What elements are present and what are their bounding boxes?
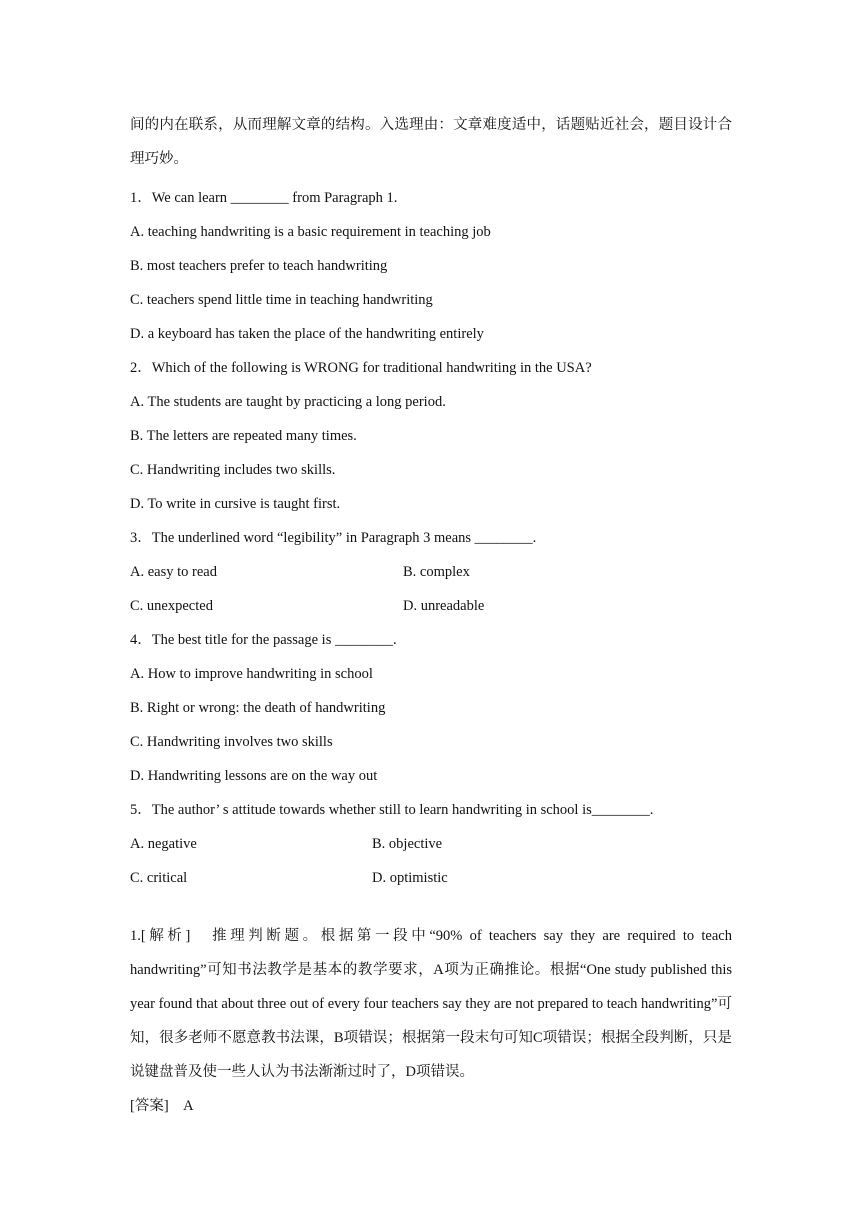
option-row [130,827,732,861]
question-4 [130,623,732,793]
option-b: B. objective [372,836,443,852]
answer-line: [答案] A [130,1098,194,1114]
question-stem: 1．We can learn ________ from Paragraph 1. [130,190,398,206]
option-d: D. unreadable [403,598,485,614]
question-stem: 2．Which of the following is WRONG for traditional handwriting in the USA? [130,360,592,376]
option-a: A. negative [130,836,197,852]
option-d: D. optimistic [372,870,448,886]
option-a: A. easy to read [130,564,217,580]
question-stem: 5．The author’ s attitude towards whether still to learn handwriting in school is________. [130,802,654,818]
option-a: A. How to improve handwriting in school [130,666,373,682]
question-5 [130,793,732,895]
option-d: D. To write in cursive is taught first. [130,496,341,512]
option-row [130,861,732,895]
option-row [130,589,732,623]
question-2 [130,351,732,521]
question-stem: 4．The best title for the passage is ________. [130,632,397,648]
option-a: A. The students are taught by practicing a long period. [130,394,446,410]
option-c: C. unexpected [130,598,213,614]
document-page [130,108,732,1123]
option-c: C. critical [130,870,188,886]
option-c: C. Handwriting involves two skills [130,734,333,750]
option-c: C. teachers spend little time in teaching handwriting [130,292,433,308]
option-b: B. The letters are repeated many times. [130,428,357,444]
option-c: C. Handwriting includes two skills. [130,462,336,478]
option-d: D. Handwriting lessons are on the way out [130,768,378,784]
option-b: B. most teachers prefer to teach handwriting [130,258,388,274]
option-row [130,555,732,589]
option-b: B. complex [403,564,470,580]
option-b: B. Right or wrong: the death of handwriting [130,700,386,716]
analysis-paragraph: 1.[解析] 推理判断题。根据第一段中“90% of teachers say they are required to teach handwriting”可知书法教学是基本的教学要求，A项为正确推论。根据“One study published this year found that about three out of every four teachers say they are not prepared to teach handwriting”可知，很多老师不愿意教书法课，B项错误；根据第一段末句可知C项错误；根据全段判断，只是说键盘普及使一些人认为书法渐渐过时了，D项错误。 [130,928,732,1080]
question-1 [130,181,732,351]
option-a: A. teaching handwriting is a basic requirement in teaching job [130,224,491,240]
question-stem: 3．The underlined word “legibility” in Paragraph 3 means ________. [130,530,537,546]
option-d: D. a keyboard has taken the place of the handwriting entirely [130,326,484,342]
question-3 [130,521,732,623]
intro-paragraph: 间的内在联系，从而理解文章的结构。入选理由：文章难度适中，话题贴近社会，题目设计合理巧妙。 [130,117,732,167]
section-gap [130,895,732,919]
